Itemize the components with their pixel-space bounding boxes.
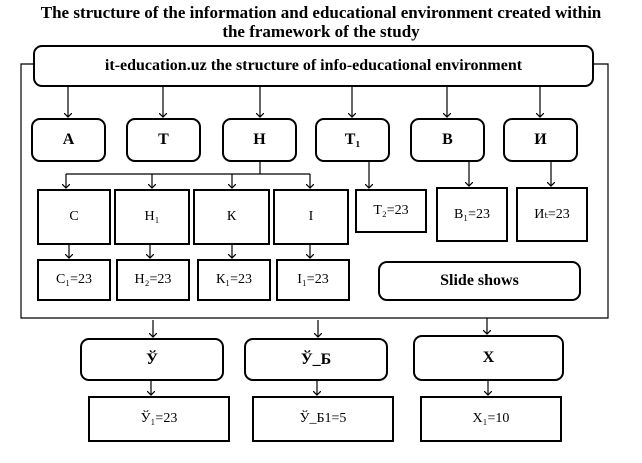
- node-v: В: [410, 118, 485, 162]
- node-a: А: [31, 118, 106, 162]
- node-k: К: [193, 189, 270, 245]
- node-x: Х: [413, 335, 564, 381]
- node-n2: Н₂=23: [116, 259, 190, 301]
- node-i: И: [503, 118, 578, 162]
- node-k1: К₁=23: [197, 259, 271, 301]
- node-ub1: Ў_Б1=5: [252, 396, 394, 442]
- node-t1: Т₁: [315, 118, 390, 162]
- node-t: Т: [126, 118, 201, 162]
- node-ub: Ў_Б: [244, 338, 388, 381]
- node-i-latin: I: [273, 189, 349, 245]
- node-it: Иₜ=23: [516, 187, 588, 242]
- diagram-title-line-1: The structure of the information and educational environment created within: [40, 3, 602, 22]
- node-v1: В₁=23: [436, 187, 508, 242]
- node-s1: С₁=23: [37, 259, 111, 301]
- node-u: Ў: [80, 338, 224, 381]
- node-n: Н: [222, 118, 297, 162]
- node-s: С: [37, 189, 111, 245]
- root-environment-box: it-education.uz the structure of info-educational environment: [33, 45, 594, 87]
- slide-shows-box: Slide shows: [378, 261, 581, 301]
- diagram-title-line-2: the framework of the study: [222, 22, 420, 41]
- node-x1: Х₁=10: [420, 396, 562, 442]
- node-t2: Т₂=23: [355, 189, 427, 233]
- node-u1: Ў₁=23: [88, 396, 230, 442]
- node-i1: I₁=23: [276, 259, 350, 301]
- node-n1: Н₁: [114, 189, 190, 245]
